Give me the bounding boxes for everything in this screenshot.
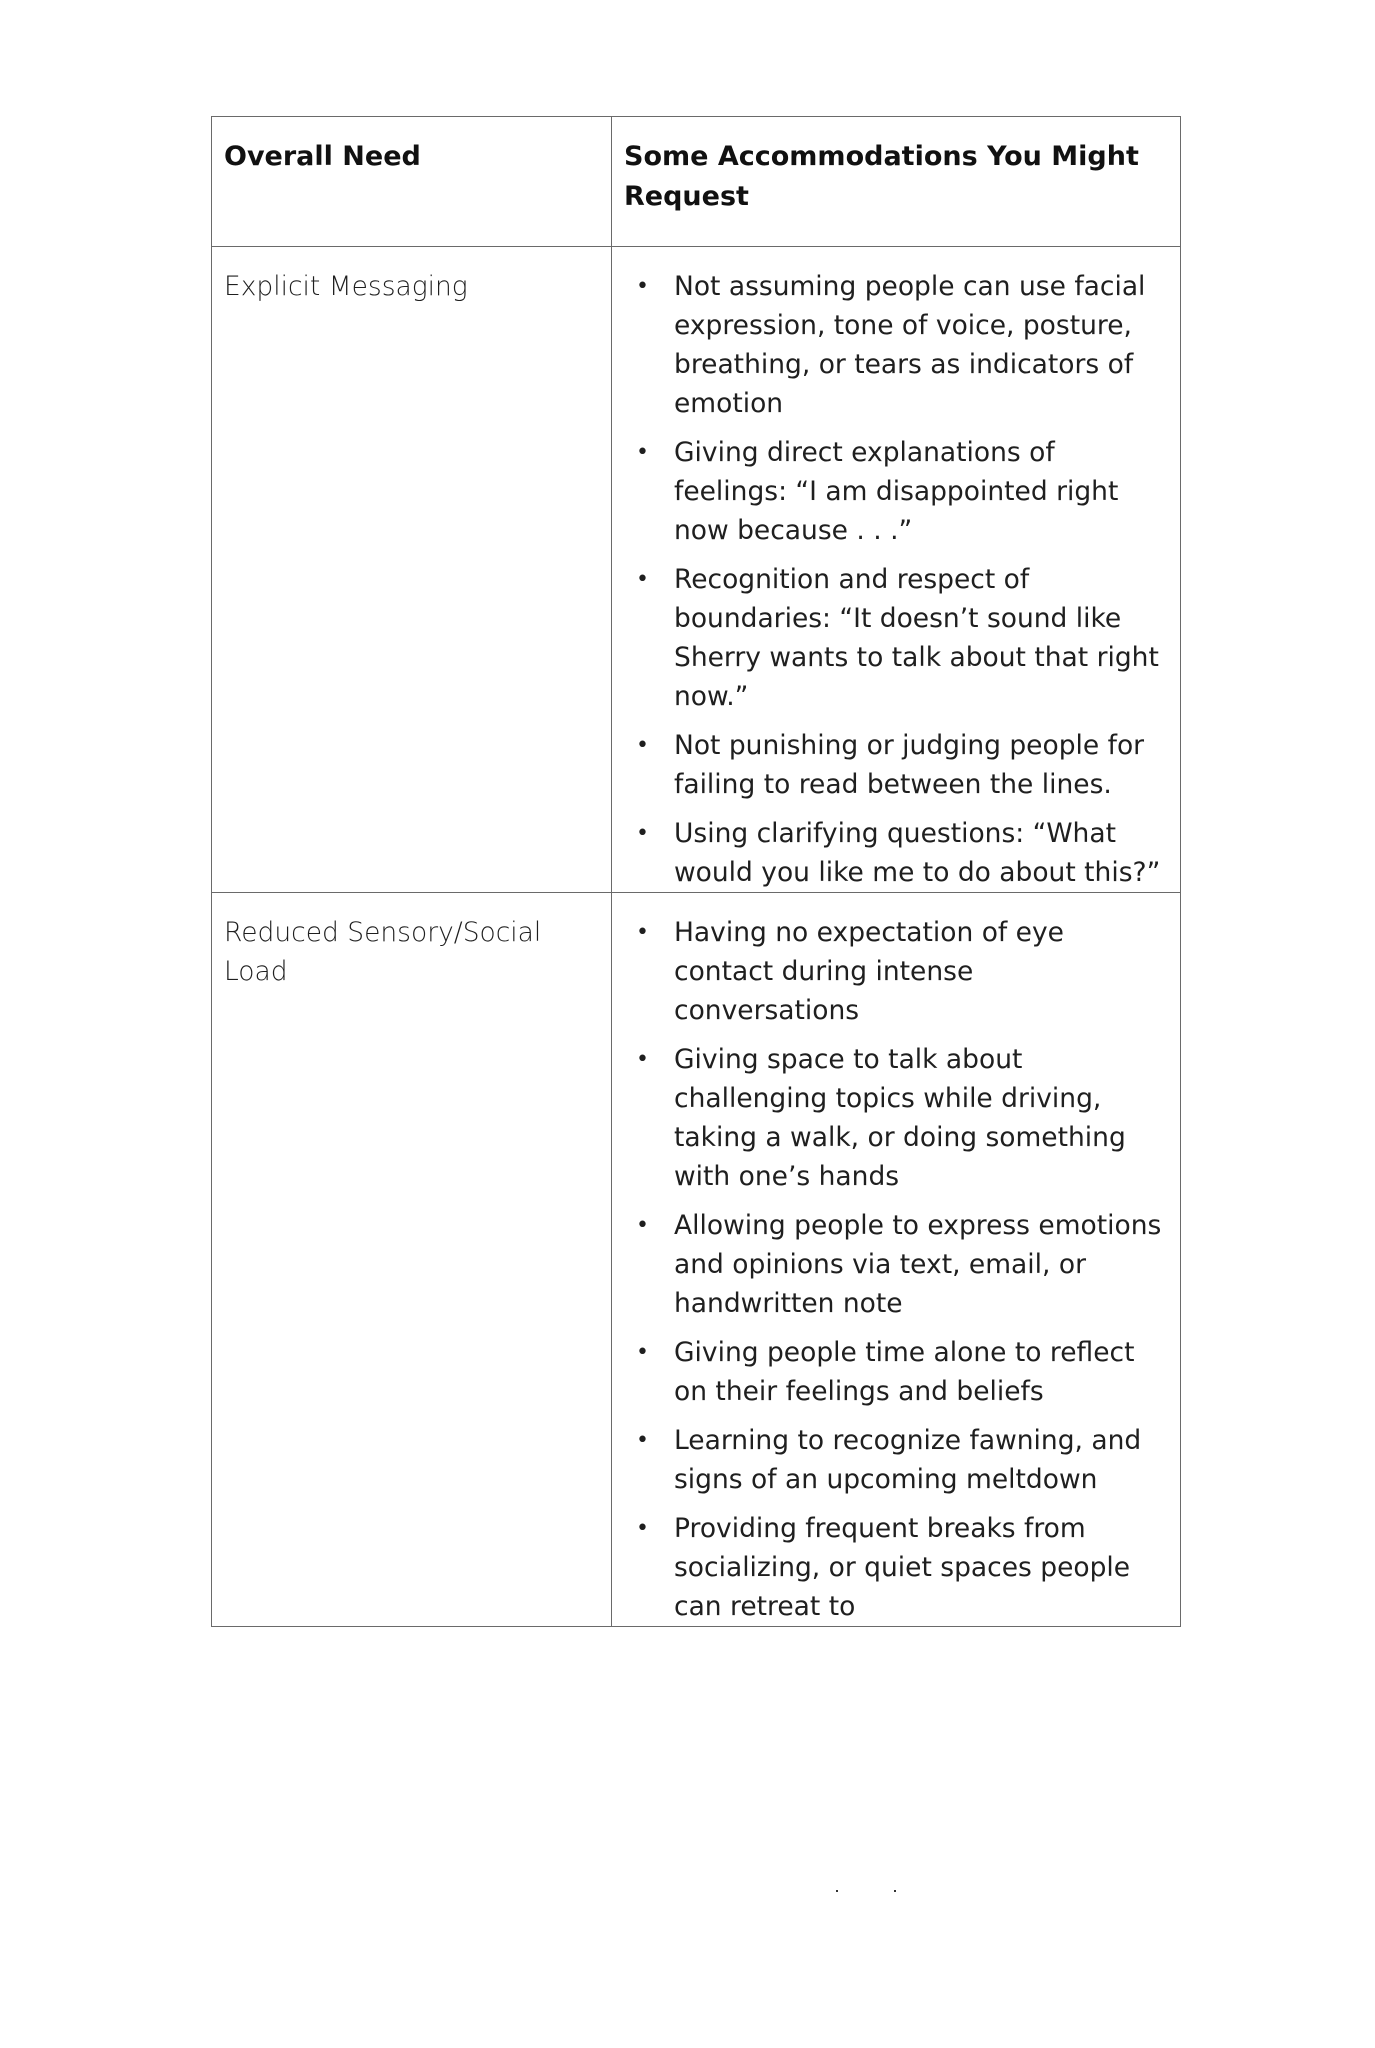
list-item [624,560,1166,716]
list-item-text: Recognition and respect of boundaries: “It doesn’t sound like Sherry wants to talk about that right now.” [674,564,1159,712]
list-item-text: Giving space to talk about challenging topics while driving, taking a walk, or doing something with one’s hands [674,1044,1126,1192]
table-row [212,893,1181,1627]
list-item-text: Not assuming people can use facial expression, tone of voice, posture, breathing, or tears as indicators of emotion [674,271,1146,419]
list-item-text: Learning to recognize fawning, and signs of an upcoming meltdown [674,1425,1142,1495]
list-item-text: Allowing people to express emotions and opinions via text, email, or handwritten note [674,1210,1162,1319]
list-item-text: Providing frequent breaks from socializing, or quiet spaces people can retreat to [674,1513,1131,1622]
list-item [624,726,1166,804]
list-item [624,267,1166,423]
speck [894,1890,896,1892]
bullet: • [636,440,649,465]
list-item-text: Giving direct explanations of feelings: “I am disappointed right now because . . .” [674,437,1119,546]
list-item [624,1509,1166,1626]
speck [836,1890,838,1892]
accommodations-list [624,913,1166,1626]
accommodations-list [624,267,1166,892]
table-header-row [212,117,1181,247]
list-item-text: Giving people time alone to reflect on their feelings and beliefs [674,1337,1135,1407]
bullet: • [636,733,649,758]
table-row [212,247,1181,893]
bullet: • [636,920,649,945]
scan-specks [836,1890,896,1894]
list-item [624,433,1166,550]
list-item [624,814,1166,892]
bullet: • [636,1340,649,1365]
header-accommodations: Some Accommodations You Might Request [612,117,1181,247]
header-overall-need: Overall Need [212,117,612,247]
list-item [624,1206,1166,1323]
list-item [624,1040,1166,1196]
accommodations-cell [612,893,1181,1627]
bullet: • [636,1213,649,1238]
accommodations-table [211,116,1181,1627]
bullet: • [636,274,649,299]
list-item-text: Using clarifying questions: “What would you like me to do about this?” [674,818,1161,888]
bullet: • [636,567,649,592]
bullet: • [636,1516,649,1541]
list-item [624,913,1166,1030]
accommodations-cell [612,247,1181,893]
bullet: • [636,1047,649,1072]
list-item-text: Not punishing or judging people for failing to read between the lines. [674,730,1145,800]
need-cell: Explicit Messaging [212,247,612,893]
list-item [624,1421,1166,1499]
bullet: • [636,821,649,846]
list-item-text: Having no expectation of eye contact during intense conversations [674,917,1064,1026]
list-item [624,1333,1166,1411]
need-cell: Reduced Sensory/Social Load [212,893,612,1627]
bullet: • [636,1428,649,1453]
